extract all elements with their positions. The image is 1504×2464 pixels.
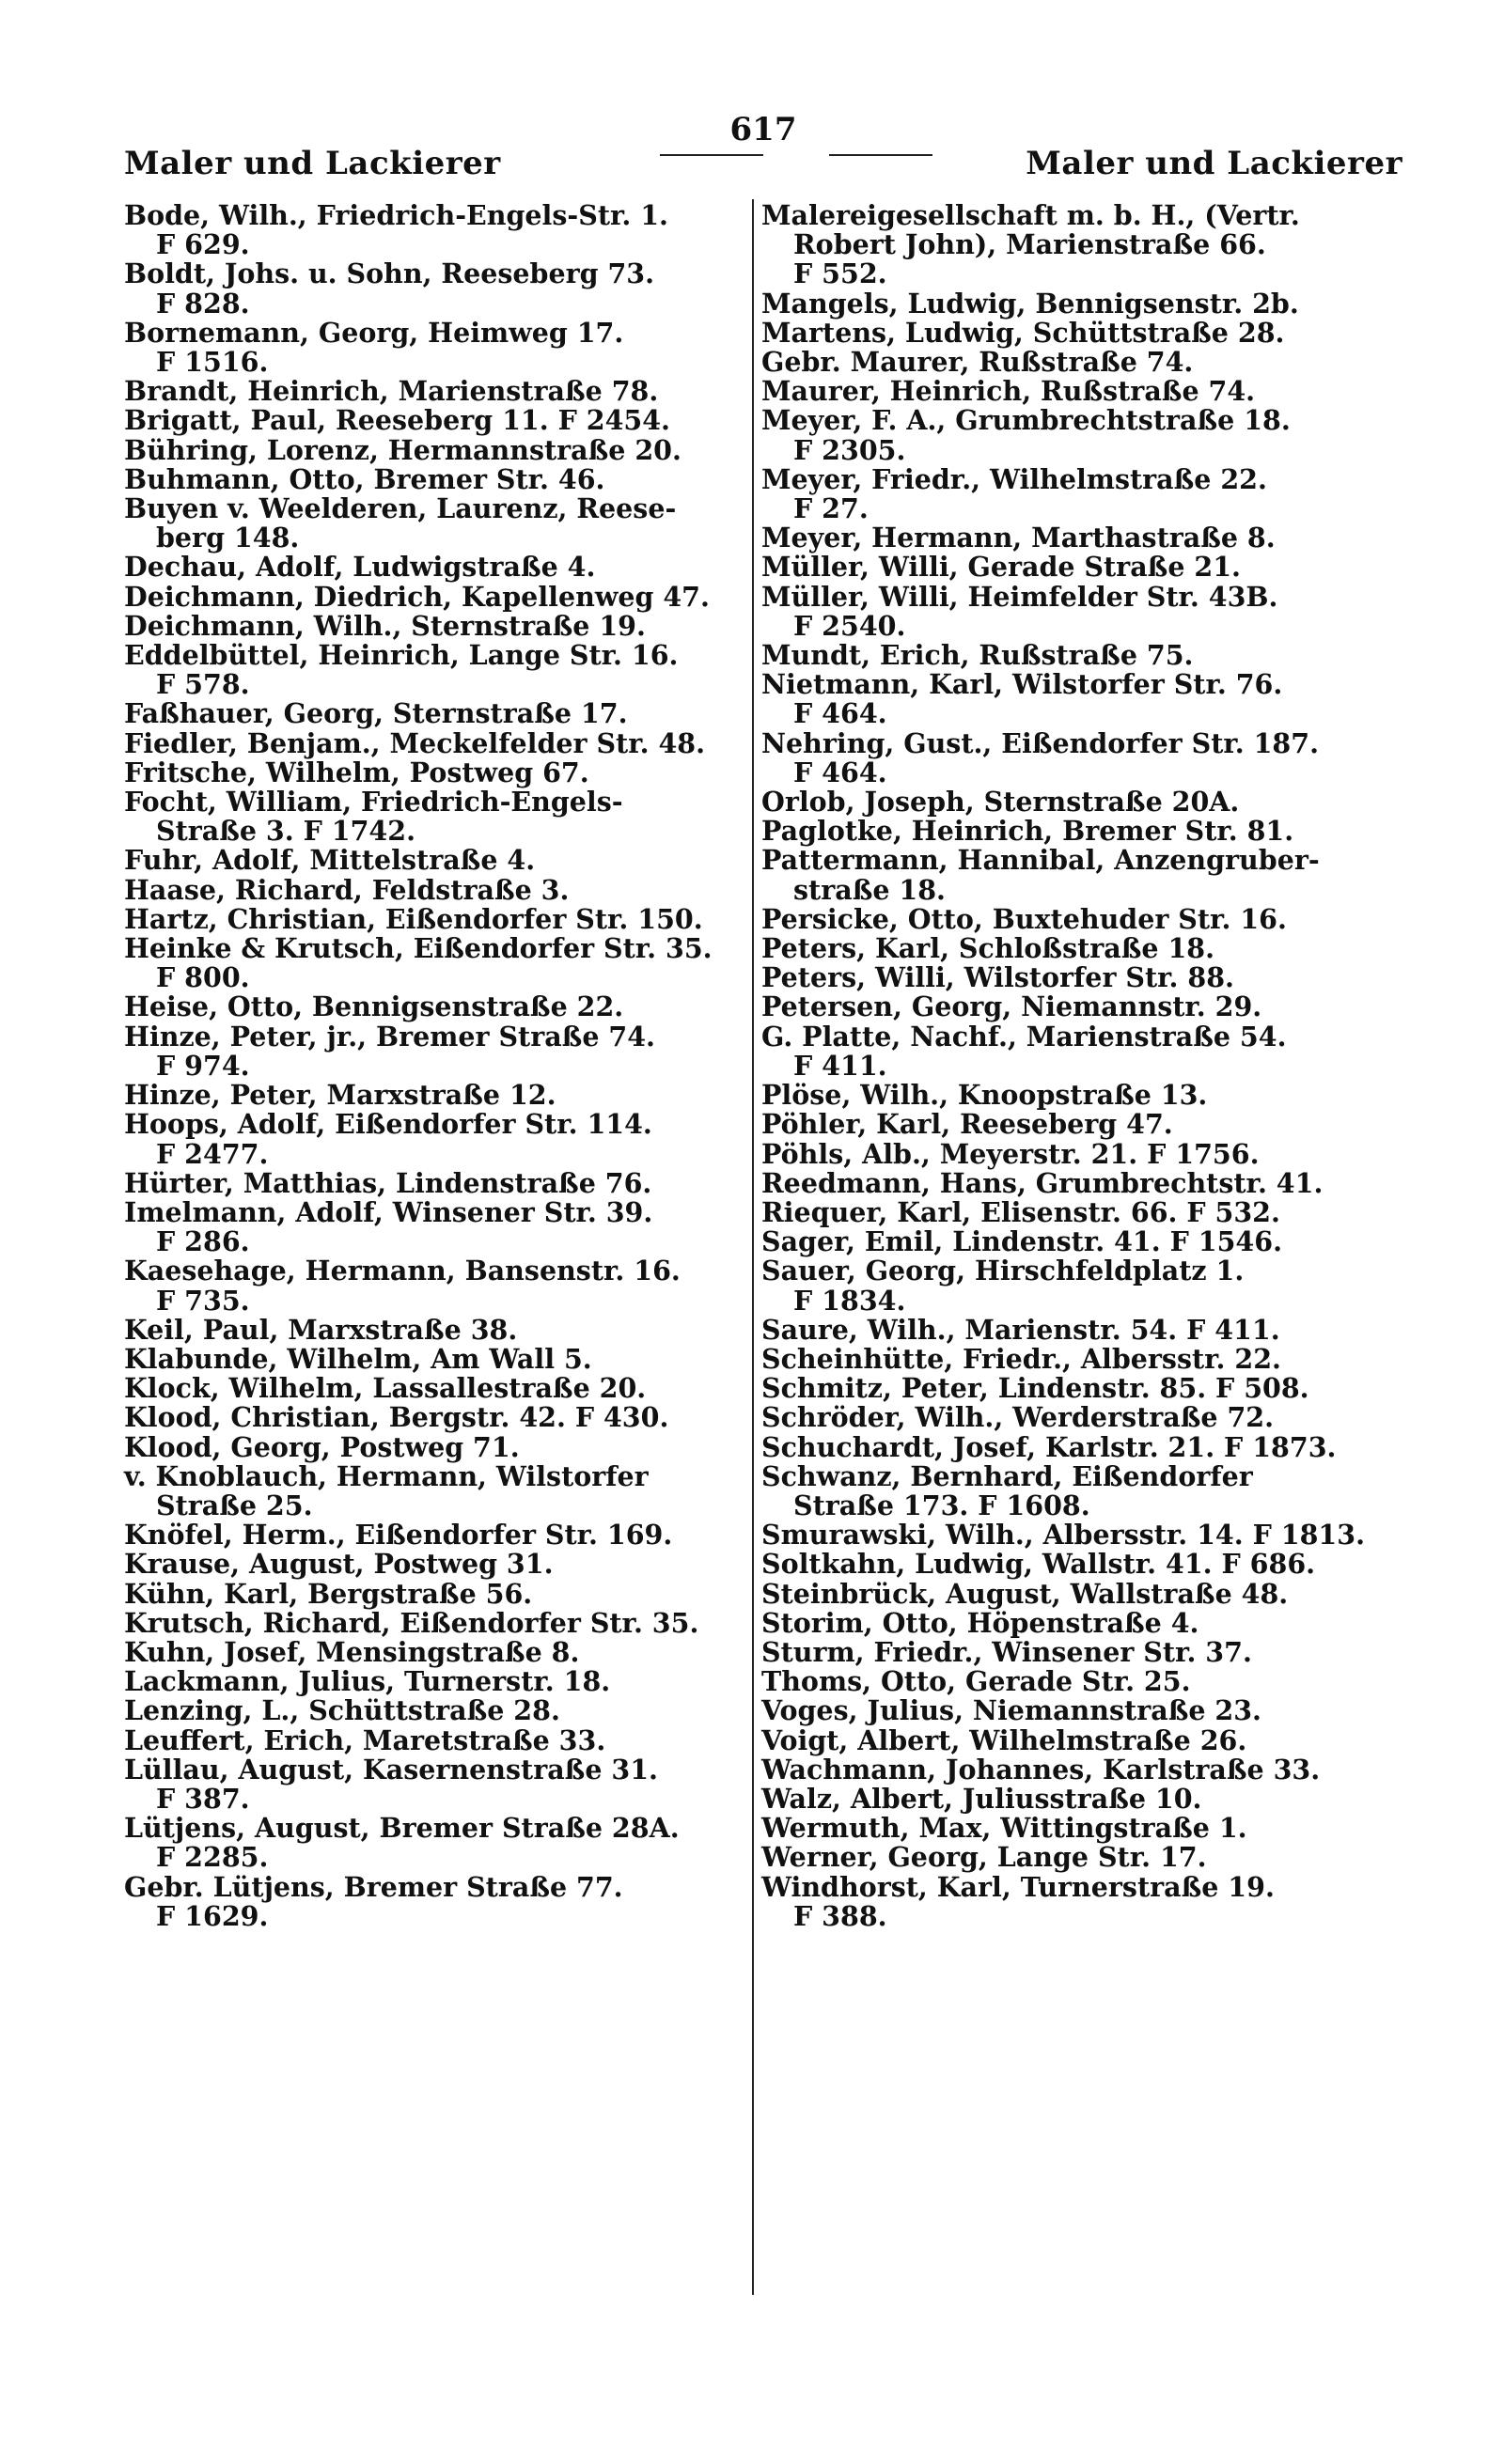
header-left-title: Maler und Lackierer <box>124 145 501 182</box>
directory-entry: Klood, Georg, Postweg 71. <box>124 1430 520 1463</box>
directory-entry: Steinbrück, August, Wallstraße 48. <box>761 1577 1289 1610</box>
directory-entry: Krutsch, Richard, Eißendorfer Str. 35. <box>124 1606 699 1639</box>
directory-entry: Faßhauer, Georg, Sternstraße 17. <box>124 697 628 730</box>
directory-entry: Deichmann, Diedrich, Kapellenweg 47. <box>124 580 710 613</box>
directory-entry: Bühring, Lorenz, Hermannstraße 20. <box>124 433 682 466</box>
directory-entry: Dechau, Adolf, Ludwigstraße 4. <box>124 551 596 584</box>
directory-entry: Lackmann, Julius, Turnerstr. 18. <box>124 1665 611 1698</box>
directory-entry: Bode, Wilh., Friedrich-Engels-Str. 1. F 629. <box>124 199 668 261</box>
page-header <box>124 111 1402 186</box>
directory-entry: Sauer, Georg, Hirschfeldplatz 1. F 1834. <box>761 1255 1245 1317</box>
directory-entry: Reedmann, Hans, Grumbrechtstr. 41. <box>761 1166 1324 1199</box>
directory-entry: Wermuth, Max, Wittingstraße 1. <box>761 1812 1247 1845</box>
directory-entry: Meyer, Hermann, Marthastraße 8. <box>761 522 1276 554</box>
directory-entry: Pöhls, Alb., Meyerstr. 21. F 1756. <box>761 1137 1260 1170</box>
directory-entry: Fritsche, Wilhelm, Postweg 67. <box>124 756 589 788</box>
directory-entry: Storim, Otto, Höpenstraße 4. <box>761 1606 1199 1639</box>
directory-entry: Scheinhütte, Friedr., Albersstr. 22. <box>761 1342 1281 1375</box>
directory-entry: Voges, Julius, Niemannstraße 23. <box>761 1694 1261 1727</box>
directory-entry: Buhmann, Otto, Bremer Str. 46. <box>124 462 605 495</box>
directory-entry: Bornemann, Georg, Heimweg 17. F 1516. <box>124 316 624 379</box>
directory-entry: Persicke, Otto, Buxtehuder Str. 16. <box>761 902 1287 935</box>
directory-entry: Focht, William, Friedrich-Engels- Straße 3. F 1742. <box>124 786 623 848</box>
directory-entry: Nehring, Gust., Eißendorfer Str. 187. F 464. <box>761 726 1320 788</box>
directory-entry: Wachmann, Johannes, Karlstraße 33. <box>761 1753 1321 1786</box>
directory-entry: Eddelbüttel, Heinrich, Lange Str. 16. F 578. <box>124 639 679 701</box>
directory-entry: Klabunde, Wilhelm, Am Wall 5. <box>124 1342 592 1375</box>
directory-entry: Maurer, Heinrich, Rußstraße 74. <box>761 375 1256 408</box>
directory-entry: Knöfel, Herm., Eißendorfer Str. 169. <box>124 1519 673 1552</box>
directory-entry: Soltkahn, Ludwig, Wallstr. 41. F 686. <box>761 1548 1316 1581</box>
directory-entry: Kühn, Karl, Bergstraße 56. <box>124 1577 533 1610</box>
directory-entry: Peters, Karl, Schloßstraße 18. <box>761 932 1215 965</box>
directory-entry: Gebr. Lütjens, Bremer Straße 77. F 1629. <box>124 1870 623 1932</box>
header-rule-right <box>829 154 932 156</box>
directory-entry: Haase, Richard, Feldstraße 3. <box>124 873 570 906</box>
directory-entry: Orlob, Joseph, Sternstraße 20A. <box>761 786 1240 819</box>
directory-entry: Klood, Christian, Bergstr. 42. F 430. <box>124 1401 669 1434</box>
directory-entry: Brandt, Heinrich, Marienstraße 78. <box>124 375 659 408</box>
directory-entry: Kaesehage, Hermann, Bansenstr. 16. F 735. <box>124 1255 681 1317</box>
directory-entry: Sturm, Friedr., Winsener Str. 37. <box>761 1635 1252 1668</box>
directory-entry: G. Platte, Nachf., Marienstraße 54. F 411. <box>761 1020 1287 1082</box>
directory-entry: Hürter, Matthias, Lindenstraße 76. <box>124 1166 652 1199</box>
directory-entry: Klock, Wilhelm, Lassallestraße 20. <box>124 1372 647 1405</box>
directory-entry: Fiedler, Benjam., Meckelfelder Str. 48. <box>124 726 706 759</box>
directory-entry: Paglotke, Heinrich, Bremer Str. 81. <box>761 815 1294 848</box>
directory-entry: Malereigesellschaft m. b. H., (Vertr. Robert John), Marienstraße 66. F 552. <box>761 199 1300 290</box>
directory-entry: Thoms, Otto, Gerade Str. 25. <box>761 1665 1191 1698</box>
directory-entry: Walz, Albert, Juliusstraße 10. <box>761 1782 1202 1815</box>
directory-entry: Nietmann, Karl, Wilstorfer Str. 76. F 464. <box>761 668 1283 730</box>
directory-entry: Schwanz, Bernhard, Eißendorfer Straße 173. F 1608. <box>761 1459 1253 1521</box>
directory-entry: Hartz, Christian, Eißendorfer Str. 150. <box>124 902 703 935</box>
column-divider <box>752 199 754 2295</box>
directory-entry: Deichmann, Wilh., Sternstraße 19. <box>124 609 646 642</box>
directory-entry: Imelmann, Adolf, Winsener Str. 39. F 286. <box>124 1195 653 1258</box>
directory-entry: Meyer, F. A., Grumbrechtstraße 18. F 2305. <box>761 404 1291 466</box>
directory-entry: Lenzing, L., Schüttstraße 28. <box>124 1694 560 1727</box>
directory-entry: Saure, Wilh., Marienstr. 54. F 411. <box>761 1313 1280 1346</box>
directory-entry: Martens, Ludwig, Schüttstraße 28. <box>761 316 1285 349</box>
directory-entry: Hoops, Adolf, Eißendorfer Str. 114. F 2477. <box>124 1108 652 1170</box>
left-column <box>124 201 746 1931</box>
directory-entry: v. Knoblauch, Hermann, Wilstorfer Straße 25. <box>124 1459 649 1521</box>
directory-entry: Mangels, Ludwig, Bennigsenstr. 2b. <box>761 287 1299 320</box>
directory-entry: Peters, Willi, Wilstorfer Str. 88. <box>761 961 1234 994</box>
directory-entry: Sager, Emil, Lindenstr. 41. F 1546. <box>761 1225 1282 1258</box>
directory-entry: Pattermann, Hannibal, Anzengruber- straße 18. <box>761 844 1320 906</box>
directory-entry: Boldt, Johs. u. Sohn, Reeseberg 73. F 828. <box>124 257 655 320</box>
directory-entry: Müller, Willi, Heimfelder Str. 43B. F 2540. <box>761 580 1278 642</box>
directory-entry: Smurawski, Wilh., Albersstr. 14. F 1813. <box>761 1519 1366 1552</box>
directory-entry: Brigatt, Paul, Reeseberg 11. F 2454. <box>124 404 670 437</box>
directory-entry: Heinke & Krutsch, Eißendorfer Str. 35. F 800. <box>124 932 713 994</box>
directory-entry: Petersen, Georg, Niemannstr. 29. <box>761 990 1262 1023</box>
directory-entry: Meyer, Friedr., Wilhelmstraße 22. F 27. <box>761 462 1267 525</box>
directory-entry: Windhorst, Karl, Turnerstraße 19. F 388. <box>761 1870 1275 1932</box>
directory-entry: Hinze, Peter, Marxstraße 12. <box>124 1079 556 1112</box>
right-column <box>761 201 1384 1931</box>
directory-entry: Kuhn, Josef, Mensingstraße 8. <box>124 1635 580 1668</box>
directory-entry: Müller, Willi, Gerade Straße 21. <box>761 551 1241 584</box>
directory-entry: Fuhr, Adolf, Mittelstraße 4. <box>124 844 536 877</box>
directory-entry: Leuffert, Erich, Maretstraße 33. <box>124 1723 606 1756</box>
directory-entry: Krause, August, Postweg 31. <box>124 1548 554 1581</box>
directory-entry: Heise, Otto, Bennigsenstraße 22. <box>124 990 624 1023</box>
directory-entry: Keil, Paul, Marxstraße 38. <box>124 1313 518 1346</box>
page-number: 617 <box>729 111 797 148</box>
directory-entry: Mundt, Erich, Rußstraße 75. <box>761 639 1194 672</box>
directory-entry: Lütjens, August, Bremer Straße 28A. F 2285. <box>124 1812 680 1874</box>
header-rule-left <box>660 154 763 156</box>
directory-entry: Werner, Georg, Lange Str. 17. <box>761 1841 1207 1874</box>
directory-entry: Buyen v. Weelderen, Laurenz, Reese- berg 148. <box>124 492 677 554</box>
directory-entry: Riequer, Karl, Elisenstr. 66. F 532. <box>761 1195 1280 1228</box>
directory-entry: Plöse, Wilh., Knoopstraße 13. <box>761 1079 1208 1112</box>
directory-entry: Pöhler, Karl, Reeseberg 47. <box>761 1108 1173 1141</box>
directory-entry: Hinze, Peter, jr., Bremer Straße 74. F 974. <box>124 1020 655 1082</box>
directory-entry: Schuchardt, Josef, Karlstr. 21. F 1873. <box>761 1430 1337 1463</box>
header-right-title: Maler und Lackierer <box>1026 145 1402 182</box>
directory-entry: Gebr. Maurer, Rußstraße 74. <box>761 346 1194 379</box>
directory-entry: Schröder, Wilh., Werderstraße 72. <box>761 1401 1275 1434</box>
directory-entry: Voigt, Albert, Wilhelmstraße 26. <box>761 1723 1247 1756</box>
directory-entry: Lüllau, August, Kasernenstraße 31. F 387. <box>124 1753 658 1815</box>
directory-entry: Schmitz, Peter, Lindenstr. 85. F 508. <box>761 1372 1309 1405</box>
